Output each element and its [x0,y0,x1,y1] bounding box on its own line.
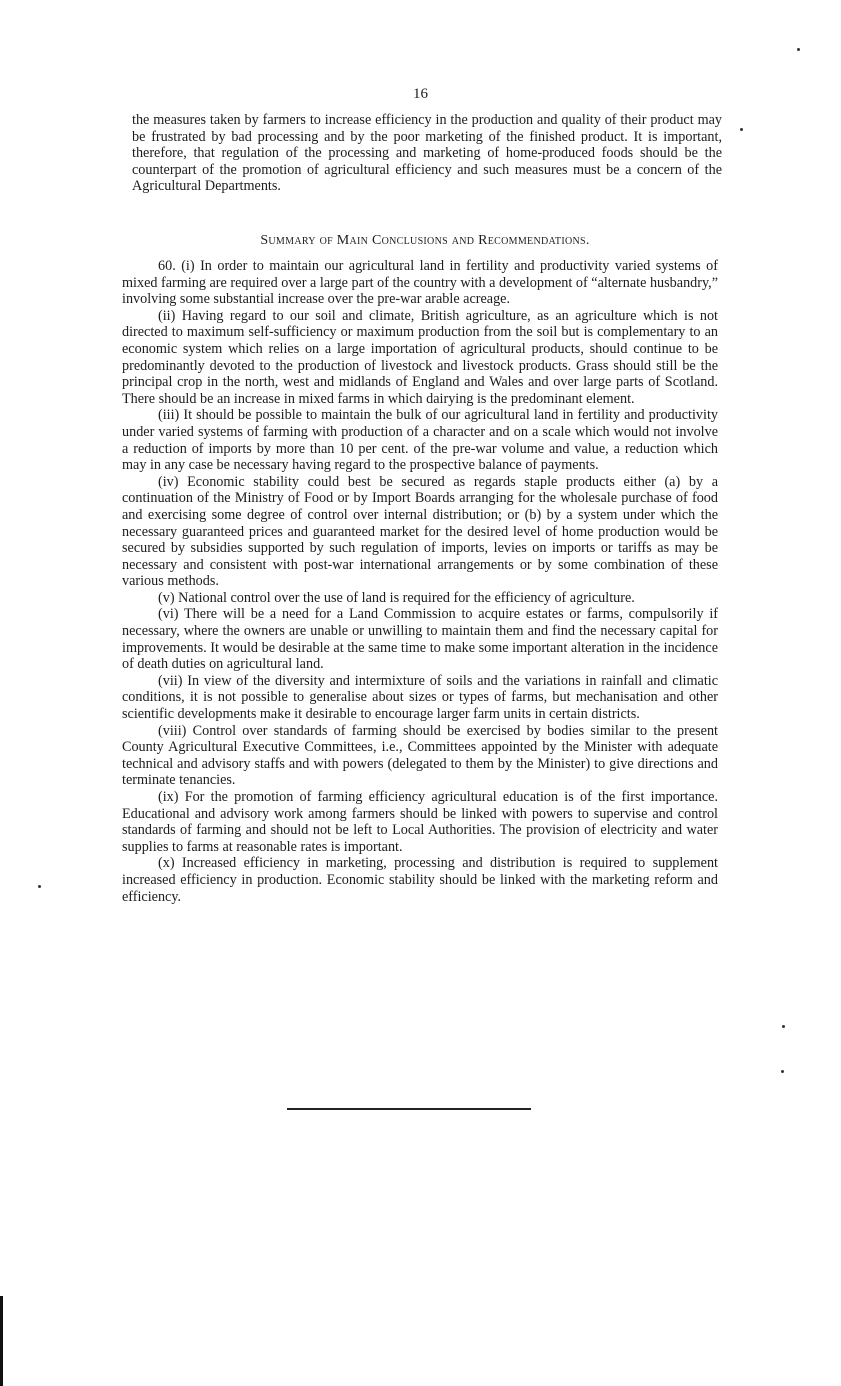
scan-speck [38,885,41,888]
scan-edge-mark [0,1296,3,1386]
scan-speck [740,128,743,131]
conclusions-list [122,258,718,905]
scan-speck [781,1070,784,1073]
conclusion-item-ii: (ii) Having regard to our soil and climate, British agriculture, as an agriculture which is not directed to maximum self-sufficiency or maximum production from the soil but is complementary to an economic system which relies on a large importation of agricultural products, should continue to be predominantly devoted to the production of livestock and livestock products. Grass should still be the principal crop in the north, west and midlands of England and Wales and over large parts of Scotland. There should be an increase in mixed farms in which dairying is the predominant element. [122,307,718,407]
scan-speck [797,48,800,51]
conclusion-item-vi: (vi) There will be a need for a Land Commission to acquire estates or farms, compulsorily if necessary, where the owners are unable or unwilling to maintain them and find the necessary capital for improvements. It would be desirable at the same time to make some important alteration in the incidence of death duties on agricultural land. [122,606,718,673]
conclusion-item-i: 60. (i) In order to maintain our agricultural land in fertility and productivity varied systems of mixed farming are required over a large part of the country with a development of “alternate husbandry,” involving some substantial increase over the pre-war arable acreage. [122,258,718,308]
closing-rule [287,1108,531,1110]
scan-speck [782,1025,785,1028]
conclusion-item-x: (x) Increased efficiency in marketing, processing and distribution is required to supplement increased efficiency in production. Economic stability should be linked with the marketing reform and efficiency. [122,855,718,905]
section-heading: Summary of Main Conclusions and Recommendations. [260,233,590,248]
conclusion-item-vii: (vii) In view of the diversity and intermixture of soils and the variations in rainfall and climatic conditions, it is not possible to generalise about sizes or types of farms, but mechanisation and other scientific developments make it desirable to encourage larger farm units in certain districts. [122,672,718,723]
conclusion-item-iii: (iii) It should be possible to maintain the bulk of our agricultural land in fertility and productivity under varied systems of farming with production of a character and on a scale which would not involve a reduction of imports by more than 10 per cent. of the pre-war volume and value, a reduction which may in any case be necessary having regard to the prospective balance of payments. [122,407,718,474]
conclusion-item-ix: (ix) For the promotion of farming efficiency agricultural education is of the first importance. Educational and advisory work among farmers should be linked with powers to supervise and control standards of farming and should not be left to Local Authorities. The provision of electricity and water supplies to farms at reasonable rates is important. [122,789,718,855]
page-number: 16 [413,86,428,102]
opening-paragraph: the measures taken by farmers to increase efficiency in the production and quality of their product may be frustrated by bad processing and by the poor marketing of the finished product. It is important, therefore, that regulation of the processing and marketing of home-produced foods should be the counterpart of the promotion of agricultural efficiency and such measures must be a concern of the Agricultural Departments. [132,112,722,195]
conclusion-item-iv: (iv) Economic stability could best be secured as regards staple products either (a) by a continuation of the Ministry of Food or by Import Boards arranging for the wholesale purchase of food and exercising some degree of control over internal distribution; or (b) by a system under which the necessary guaranteed prices and guaranteed market for the desired level of home production would be secured by subsidies supported by such regulation of imports, levies on imports or tariffs as may be necessary and consistent with post-war international arrangements or by some combination of these various methods. [122,473,718,590]
conclusion-item-v: (v) National control over the use of land is required for the efficiency of agriculture. [158,589,635,606]
conclusion-item-viii: (viii) Control over standards of farming should be exercised by bodies similar to the present County Agricultural Executive Committees, i.e., Committees appointed by the Minister with adequate technical and advisory staffs and with powers (delegated to them by the Minister) to give directions and terminate tenancies. [122,722,718,789]
